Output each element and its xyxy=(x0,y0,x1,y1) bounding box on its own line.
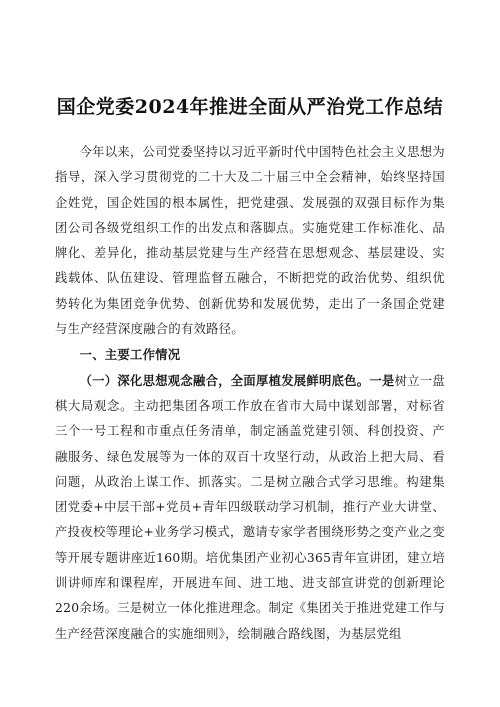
subsection-paragraph xyxy=(55,368,445,647)
section-heading: 一、主要工作情况 xyxy=(79,347,181,363)
subsection-body: 树立一盘棋大局观念。主动把集团各项工作放在省市大局中谋划部署，对标省三个一号工程和市重点任务清单，制定涵盖党建引领、科创投资、产融服务、绿色发展等为一体的双百十攻坚行动，从政治上把大局、看问题，从政治上谋工作、抓落实。二是树立融合式学习思维。构建集团党委+中层干部+党员+青年四级联动学习机制，推行产业大讲堂、产投夜校等理论+业务学习模式，邀请专家学者围绕形势之变产业之变等开展专题讲座近160期。培优集团产业初心365青年宣讲团，建立培训讲师库和课程库，开展进车间、进工地、进支部宣讲党的创新理论220余场。三是树立一体化推进理念。制定《集团关于推进党建工作与生产经营深度融合的实施细则》，绘制融合路线图，为基层党组 xyxy=(55,373,445,641)
subsection-lead: （一）深化思想观念融合，全面厚植发展鲜明底色。一是 xyxy=(79,372,395,388)
intro-paragraph: 今年以来，公司党委坚持以习近平新时代中国特色社会主义思想为指导，深入学习贯彻党的二十大及二十届三中全会精神，始终坚持国企姓党，国企姓国的根本属性，把党建强、发展强的双强目标作为集团公司各级党组织工作的出发点和落脚点。实施党建工作标准化、品牌化、差异化，推动基层党建与生产经营在思想观念、基层建设、实践载体、队伍建设、管理监督五融合，不断把党的政治优势、组织优势转化为集团竞争优势、创新优势和发展优势，走出了一条国企党建与生产经营深度融合的有效路径。 xyxy=(55,145,445,337)
document-body xyxy=(55,140,445,647)
page-title: 国企党委2024年推进全面从严治党工作总结 xyxy=(56,96,444,118)
